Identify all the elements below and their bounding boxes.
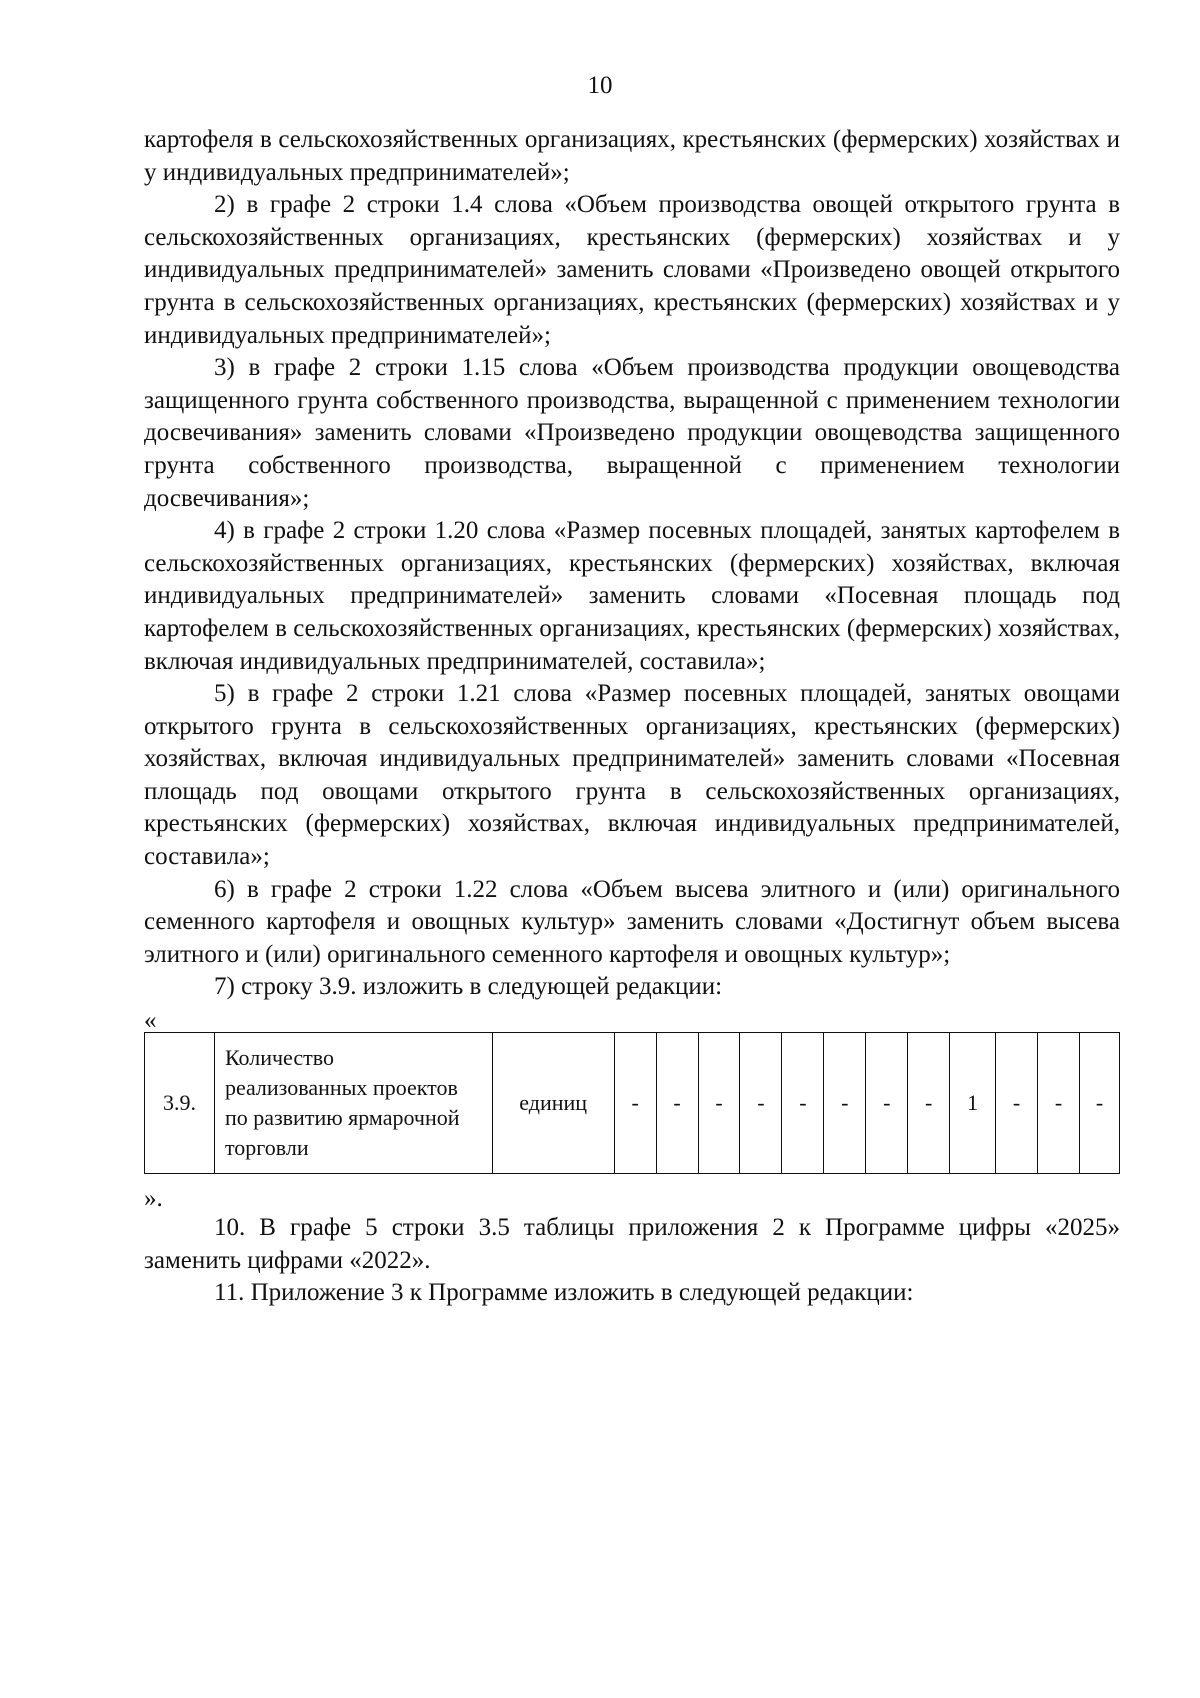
value-cell: - [782, 1033, 824, 1174]
paragraph-item-7: 7) строку 3.9. изложить в следующей редакции: [214, 973, 723, 1001]
closing-quote: ». [144, 1185, 163, 1213]
value-cell: - [996, 1033, 1038, 1174]
indicator-name-line: по развитию ярмарочной [224, 1105, 460, 1131]
value-cell: - [824, 1033, 866, 1174]
indicator-name-line: торговли [224, 1135, 309, 1161]
value-cell: - [698, 1033, 740, 1174]
paragraph-item-10: 10. В графе 5 строки 3.5 таблицы приложения 2 к Программе цифры «2025» заменить цифрами «2022». [144, 1214, 1120, 1274]
paragraph-item-2: 2) в графе 2 строки 1.4 слова «Объем производства овощей открытого грунта в сельскохозяйственных организациях, крестьянских (фермерских) хозяйствах и у индивидуальных предпринимателей» заменить словами «Произведено овощей открытого грунта в сельскохозяйственных организациях, крестьянских (фермерских) хозяйствах и у индивидуальных предпринимателей»; [144, 191, 1120, 349]
value-cell: - [1038, 1033, 1080, 1174]
opening-quote: « [144, 1007, 157, 1035]
indicator-name-cell [214, 1033, 492, 1174]
page-number: 10 [587, 72, 613, 99]
value-cell: - [1079, 1033, 1119, 1174]
table-row [145, 1033, 1120, 1174]
value-cell: - [740, 1033, 782, 1174]
paragraph-item-6: 6) в графе 2 строки 1.22 слова «Объем высева элитного и (или) оригинального семенного картофеля и овощных культур» заменить словами «Достигнут объем высева элитного и (или) оригинального семенного картофеля и овощных культур»; [144, 875, 1120, 968]
row-number-cell: 3.9. [145, 1033, 215, 1174]
value-cell: - [656, 1033, 698, 1174]
value-cell: - [614, 1033, 656, 1174]
paragraph-continuation: картофеля в сельскохозяйственных организациях, крестьянских (фермерских) хозяйствах и у индивидуальных предпринимателей»; [144, 126, 1120, 186]
value-cell: - [908, 1033, 950, 1174]
document-body [144, 124, 1120, 1310]
value-cell: 1 [950, 1033, 996, 1174]
unit-cell: единиц [492, 1033, 614, 1174]
paragraph-item-11: 11. Приложение 3 к Программе изложить в следующей редакции: [214, 1279, 914, 1307]
paragraph-item-5: 5) в графе 2 строки 1.21 слова «Размер посевных площадей, занятых овощами открытого грунта в сельскохозяйственных организациях, крестьянских (фермерских) хозяйствах, включая индивидуальных предпринимателей» заменить словами «Посевная площадь под овощами открытого грунта в сельскохозяйственных организациях, крестьянских (фермерских) хозяйствах, включая индивидуальных предпринимателей, составила»; [144, 680, 1120, 871]
paragraph-item-4: 4) в графе 2 строки 1.20 слова «Размер посевных площадей, занятых картофелем в сельскохозяйственных организациях, крестьянских (фермерских) хозяйствах, включая индивидуальных предпринимателей» заменить словами «Посевная площадь под картофелем в сельскохозяйственных организациях, крестьянских (фермерских) хозяйствах, включая индивидуальных предпринимателей, составила»; [144, 517, 1120, 675]
paragraph-item-3: 3) в графе 2 строки 1.15 слова «Объем производства продукции овощеводства защищенного грунта собственного производства, выращенной с применением технологии досвечивания» заменить словами «Произведено продукции овощеводства защищенного грунта собственного производства, выращенной с применением технологии досвечивания»; [144, 354, 1120, 512]
indicator-name-line: Количество [224, 1045, 334, 1071]
indicator-name-line: реализованных проектов [224, 1075, 458, 1101]
value-cell: - [866, 1033, 908, 1174]
program-row-table [144, 1032, 1120, 1174]
